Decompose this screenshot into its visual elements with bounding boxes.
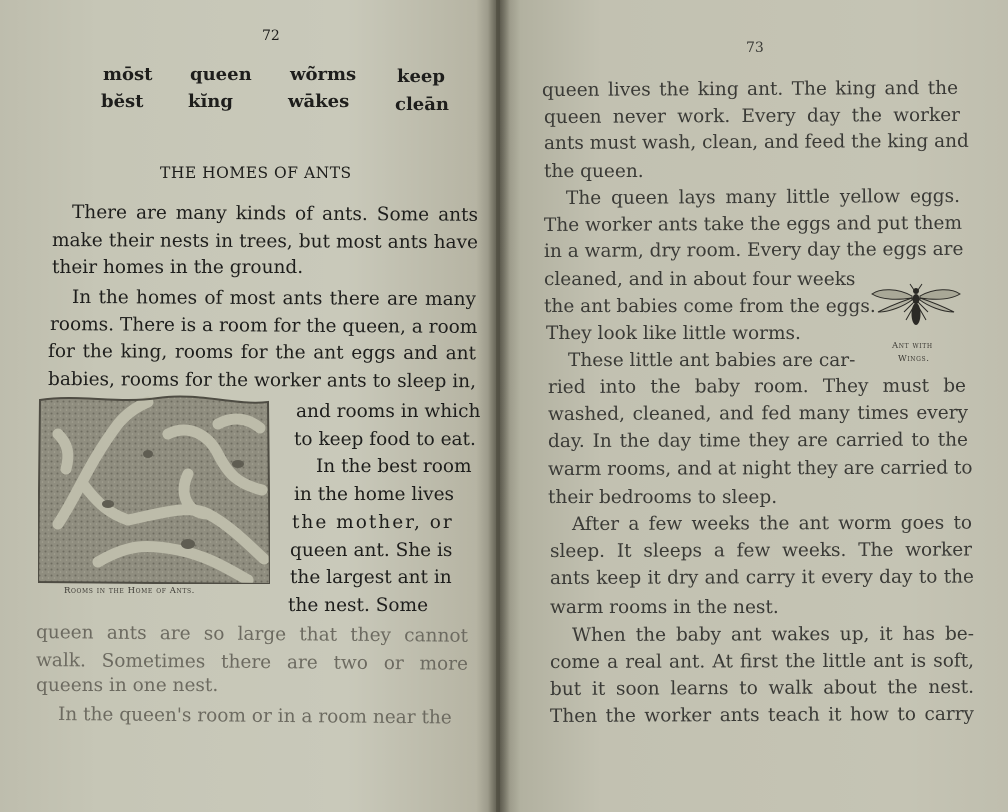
text-line: in the home lives (294, 484, 455, 505)
text-line: their bedrooms to sleep. (548, 487, 778, 508)
text-line: When the baby ant wakes up, it has be- (571, 623, 975, 646)
vocab-word: bĕst (101, 91, 144, 112)
text-line: After a few weeks the ant worm goes to (571, 512, 973, 535)
text-line: ants keep it dry and carry it every day to the (549, 566, 975, 589)
text-line: In the best room (316, 456, 472, 477)
text-line: cleaned, and in about four weeks (544, 269, 856, 290)
text-line: In the queen's room or in a room near the (57, 704, 452, 729)
figure-caption: Rooms in the Home of Ants. (64, 586, 195, 596)
text-line: but it soon learns to walk about the nest. (549, 676, 975, 700)
text-line: in a warm, dry room. Every day the eggs are (543, 238, 964, 262)
text-line: queen ants are so large that they cannot (35, 622, 469, 647)
text-line: and rooms in which (296, 401, 481, 422)
text-line: queen lives the king ant. The king and the (541, 77, 959, 101)
text-line: the largest ant in (290, 567, 452, 588)
text-line: There are many kinds of ants. Some ants (71, 202, 479, 226)
winged-ant-icon (868, 276, 964, 336)
text-line: their homes in the ground. (52, 257, 304, 278)
figure-caption: Ant with (892, 341, 933, 351)
page-number: 72 (262, 28, 280, 44)
text-line: rooms. There is a room for the queen, a room (49, 314, 478, 338)
text-line: The queen lays many little yellow eggs. (565, 185, 961, 209)
text-line: babies, rooms for the worker ants to sleep in, (47, 369, 477, 393)
text-line: ants must wash, clean, and feed the king and (543, 130, 969, 154)
text-line: Then the worker ants teach it how to carry (549, 703, 975, 727)
text-line: warm rooms in the nest. (550, 597, 779, 618)
left-page (0, 0, 496, 812)
vocab-word: mōst (103, 64, 153, 85)
text-line: queen ant. She is (290, 540, 453, 561)
text-line: come a real ant. At first the little ant is soft, (549, 650, 975, 673)
winged-ant-illustration (868, 276, 964, 336)
text-line: The worker ants take the eggs and put them (543, 212, 963, 236)
text-line: day. In the day time they are carried to the (547, 429, 969, 452)
page-number: 73 (746, 40, 764, 56)
text-line: the mother, or (292, 512, 454, 533)
vocab-word: cleān (395, 94, 449, 115)
right-page (500, 0, 1008, 812)
text-line: ried into the baby room. They must be (547, 375, 967, 398)
text-line: the nest. Some (288, 595, 429, 616)
text-line: walk. Sometimes there are two or more (35, 650, 469, 675)
figure-caption: Wings. (898, 354, 930, 364)
text-line: queen never work. Every day the worker (543, 104, 961, 128)
vocab-word: wõrms (290, 64, 357, 85)
text-line: warm rooms, and at night they are carried to (547, 457, 973, 480)
vocab-word: queen (190, 64, 252, 85)
section-title: THE HOMES OF ANTS (160, 164, 352, 182)
text-line: queens in one nest. (36, 675, 219, 696)
vocab-word: keep (397, 66, 445, 87)
text-line: In the homes of most ants there are many (71, 287, 477, 311)
text-line: to keep food to eat. (294, 429, 476, 450)
text-line: the ant babies come from the eggs. (544, 296, 876, 317)
text-line: for the king, rooms for the ant eggs and ant (47, 341, 477, 365)
ant-nest-illustration (38, 394, 270, 584)
vocab-word: kĭng (188, 91, 233, 112)
ant-tunnels-image (38, 394, 270, 584)
vocab-word: wākes (288, 91, 350, 112)
text-line: These little ant babies are car- (568, 350, 856, 371)
text-line: the queen. (544, 161, 644, 182)
text-line: sleep. It sleeps a few weeks. The worker (549, 539, 973, 562)
text-line: make their nests in trees, but most ants have (51, 230, 479, 254)
text-line: washed, cleaned, and fed many times every (547, 402, 969, 425)
text-line: They look like little worms. (546, 323, 801, 344)
book-spine-gutter (488, 0, 510, 812)
